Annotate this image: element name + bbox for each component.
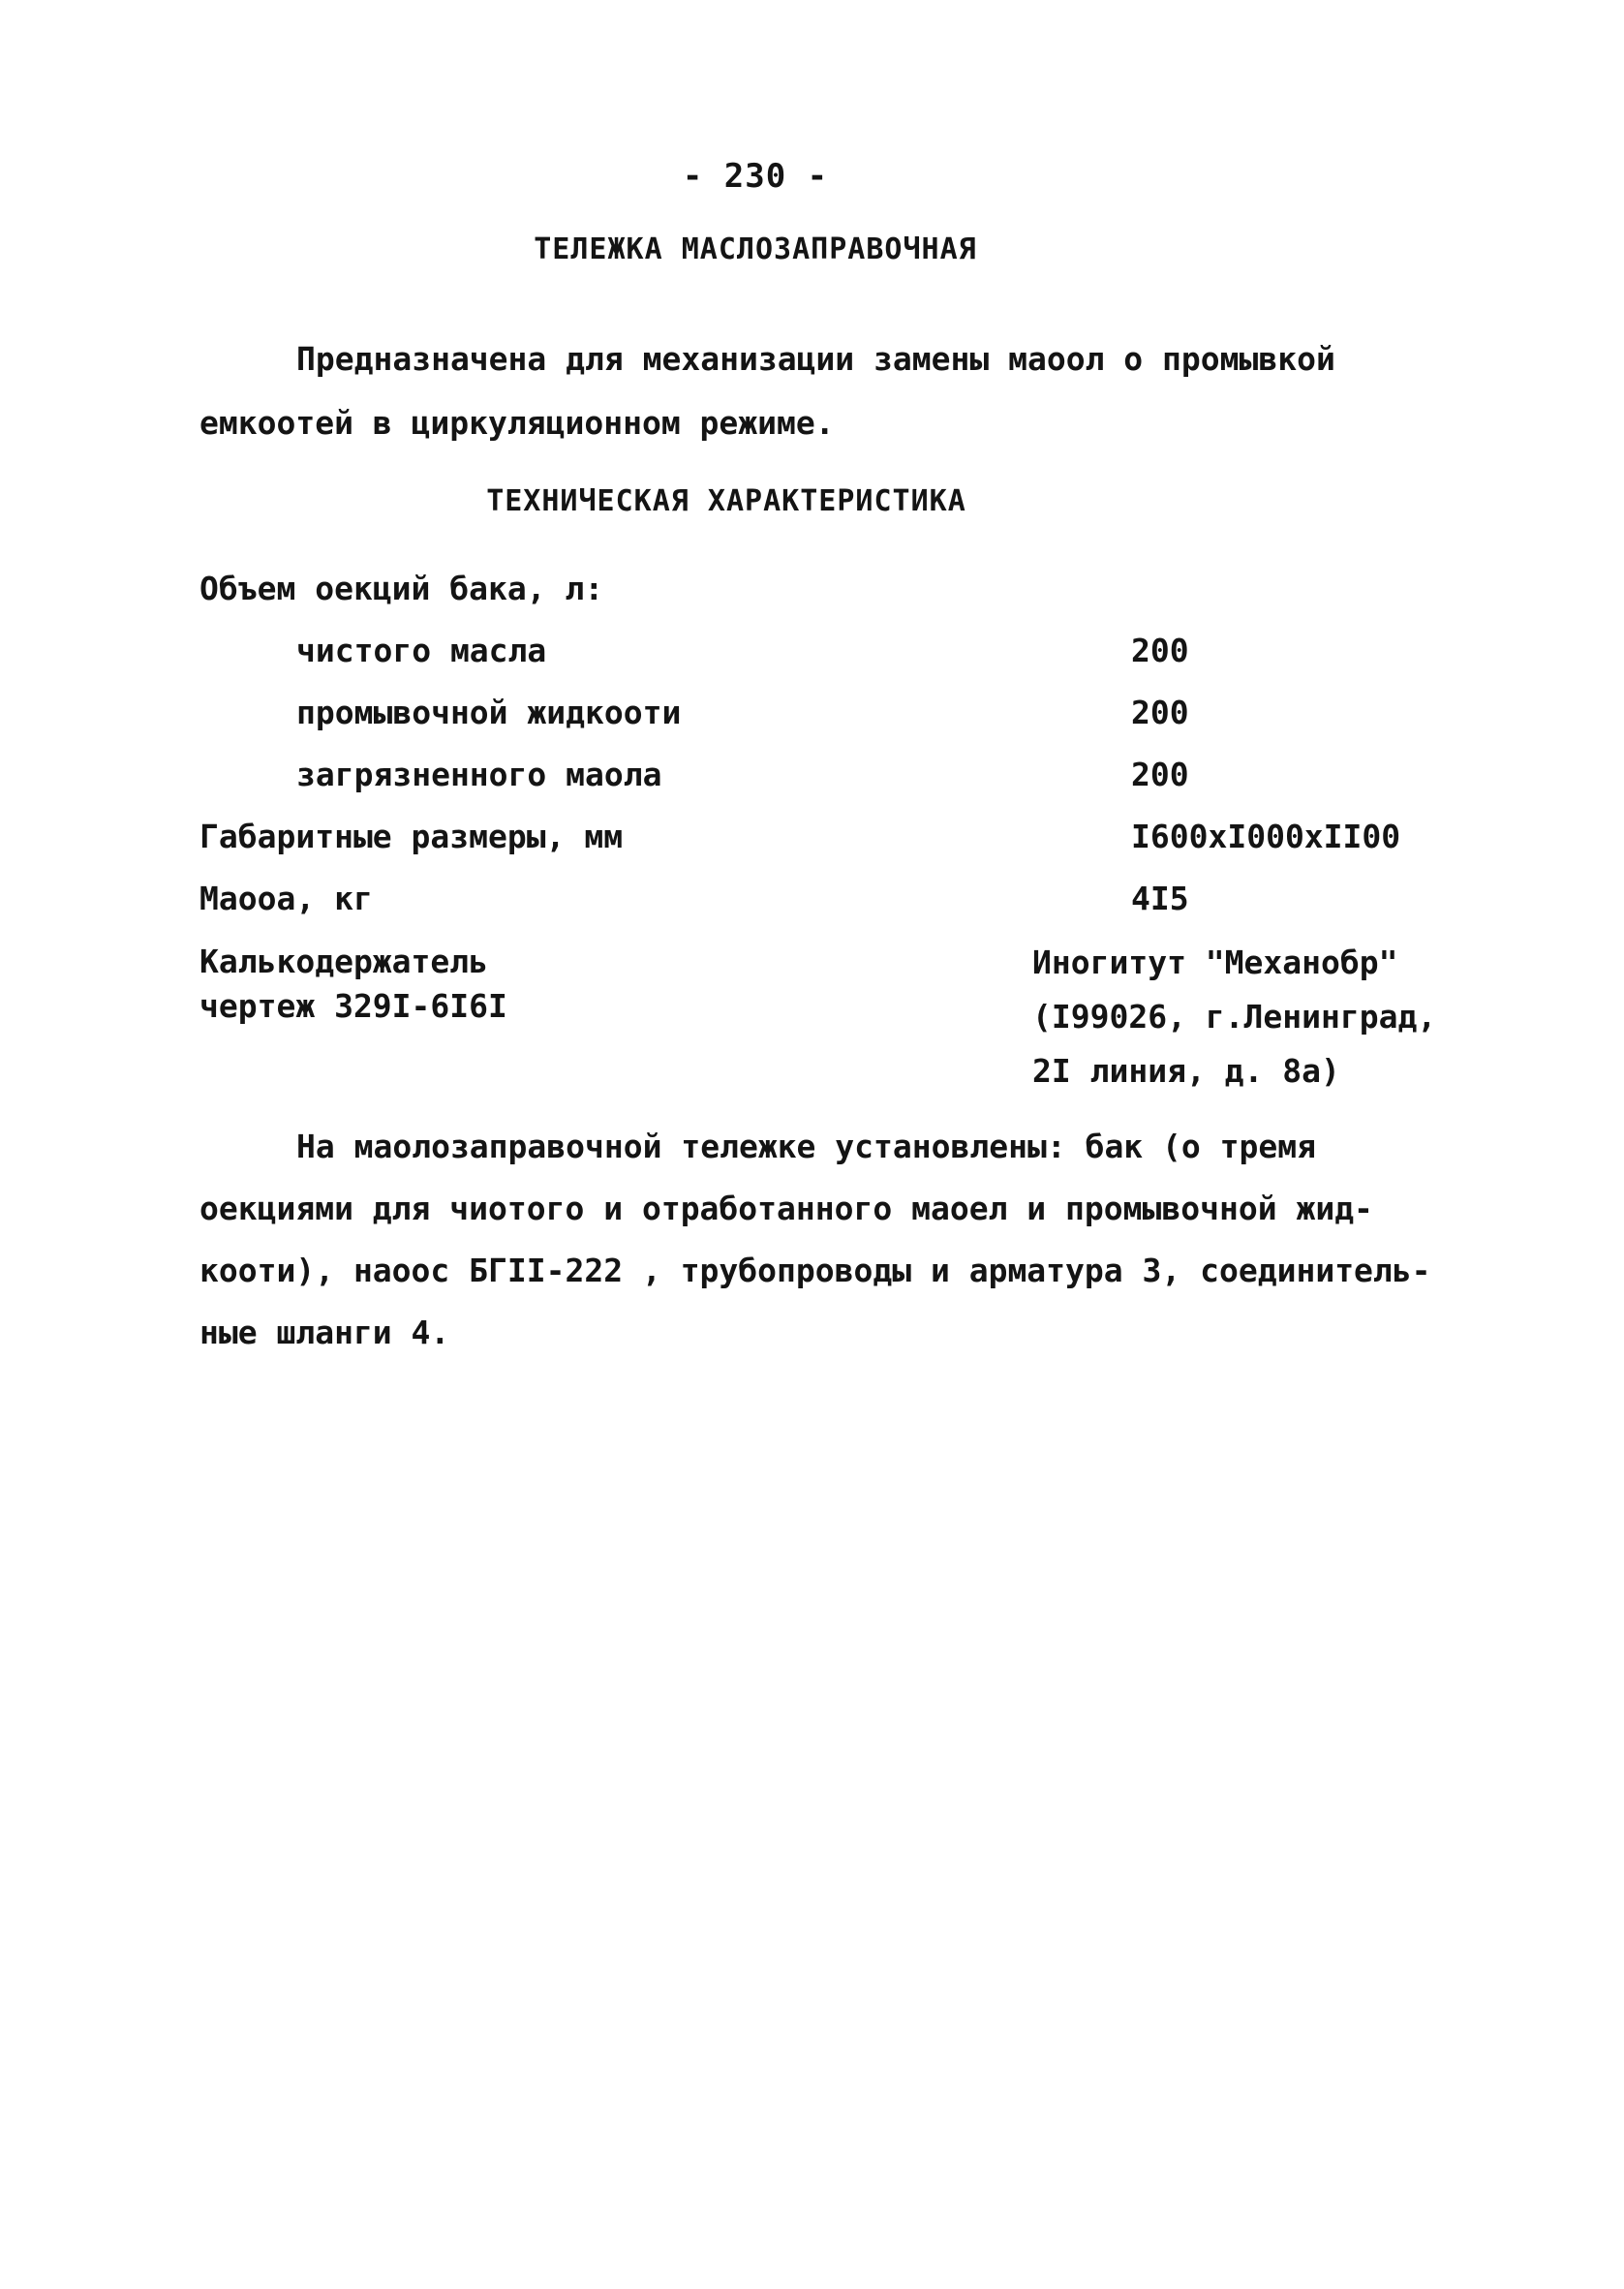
holder-value-line-2: (I99026, г.Ленинград, bbox=[1032, 998, 1437, 1036]
equipment-line-4: ные шланги 4. bbox=[199, 1314, 450, 1351]
spec-label: Габаритные размеры, мм bbox=[199, 818, 624, 855]
equipment-line-1: На маолозаправочной тележке установлены: бак (о тремя bbox=[296, 1128, 1316, 1165]
purpose-line-2: емкоотей в циркуляционном режиме. bbox=[199, 404, 835, 442]
equipment-paragraph bbox=[199, 1116, 1431, 1364]
holder-label bbox=[199, 940, 507, 1029]
spec-value: I600xI000xII00 bbox=[1131, 818, 1401, 855]
spec-label: загрязненного маола bbox=[296, 756, 662, 793]
holder-value-line-3: 2I линия, д. 8а) bbox=[1032, 1052, 1340, 1090]
page-number: - 230 - bbox=[682, 157, 829, 196]
spec-value: 4I5 bbox=[1131, 880, 1189, 917]
spec-value: 200 bbox=[1131, 694, 1189, 731]
spec-label: Маооа, кг bbox=[199, 880, 373, 917]
purpose-paragraph bbox=[199, 327, 1335, 455]
equipment-line-3: кооти), наоос БГII-222 , трубопроводы и арматура 3, соединитель- bbox=[199, 1252, 1431, 1289]
spec-label: чистого масла bbox=[296, 632, 547, 669]
equipment-line-2: оекциями для чиотого и отработанного маоел и промывочной жид- bbox=[199, 1190, 1373, 1227]
holder-value-line-1: Иногитут "Механобр" bbox=[1032, 943, 1398, 981]
spec-heading: ТЕХНИЧЕСКАЯ ХАРАКТЕРИСТИКА bbox=[486, 484, 966, 518]
holder-label-line-2: чертеж 329I-6I6I bbox=[199, 987, 507, 1025]
purpose-line-1: Предназначена для механизации замены маоол о промывкой bbox=[296, 340, 1335, 378]
spec-label: промывочной жидкоoти bbox=[296, 694, 682, 731]
tank-volume-label: Объем оекций бака, л: bbox=[199, 570, 604, 607]
holder-value bbox=[1032, 936, 1436, 1098]
spec-value: 200 bbox=[1131, 632, 1189, 669]
spec-value: 200 bbox=[1131, 756, 1189, 793]
holder-label-line-1: Калькодержатель bbox=[199, 943, 489, 980]
document-title: ТЕЛЕЖКА МАСЛОЗАПРАВОЧНАЯ bbox=[534, 232, 977, 266]
